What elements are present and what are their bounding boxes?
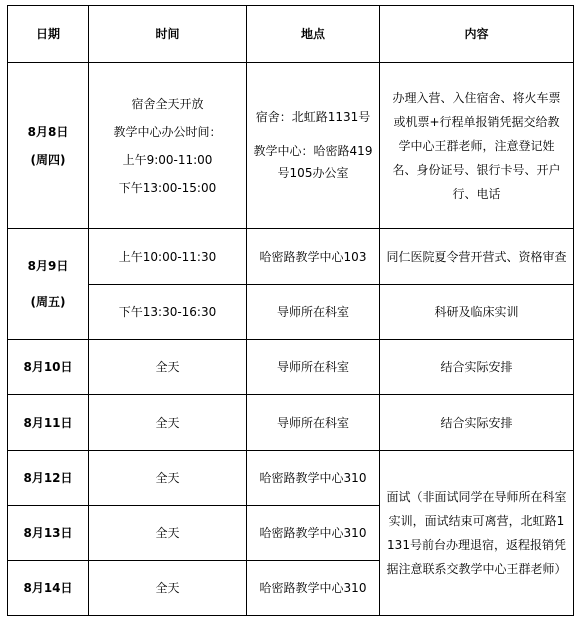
place-cell: 哈密路教学中心103: [247, 229, 380, 285]
time-cell: 全天: [89, 395, 247, 451]
header-date: 日期: [8, 6, 89, 63]
content-cell: [380, 63, 574, 229]
table-row: [8, 285, 574, 340]
content-cell: 结合实际安排: [380, 340, 574, 395]
date-text: 8月8日: [27, 124, 69, 139]
date-cell: [8, 63, 89, 229]
place-cell: [247, 63, 380, 229]
date-cell: 8月14日: [8, 561, 89, 616]
time-cell: 全天: [89, 506, 247, 561]
date-cell: 8月12日: [8, 451, 89, 506]
header-place: 地点: [247, 6, 380, 63]
time-cell: 全天: [89, 340, 247, 395]
table-row: [8, 395, 574, 451]
date-cell: 8月13日: [8, 506, 89, 561]
time-cell: 上午10:00-11:30: [89, 229, 247, 285]
time-line: 下午13:00-15:00: [118, 180, 217, 195]
time-cell: [89, 63, 247, 229]
table-row: [8, 63, 574, 229]
weekday-text: (周五): [30, 295, 66, 309]
header-time: 时间: [89, 6, 247, 63]
table-row: [8, 340, 574, 395]
date-cell: [8, 229, 89, 340]
time-cell: 全天: [89, 451, 247, 506]
header-content: 内容: [380, 6, 574, 63]
table-row: [8, 229, 574, 285]
place-cell: 导师所在科室: [247, 395, 380, 451]
header-row: [8, 6, 574, 63]
schedule-table: [7, 5, 574, 616]
content-cell: 同仁医院夏令营开营式、资格审查: [380, 229, 574, 285]
content-text: 面试（非面试同学在导师所在科室实训，面试结束可离营，北虹路1131号前台办理退宿，返程报销凭据注意联系交教学中心王群老师）: [386, 490, 567, 576]
place-cell: 哈密路教学中心310: [247, 506, 380, 561]
date-cell: 8月11日: [8, 395, 89, 451]
place-cell: 导师所在科室: [247, 285, 380, 340]
content-cell: 结合实际安排: [380, 395, 574, 451]
place-cell: 导师所在科室: [247, 340, 380, 395]
place-cell: 哈密路教学中心310: [247, 561, 380, 616]
place-line: 教学中心：哈密路419号105办公室: [253, 143, 373, 180]
content-text: 办理入营、入住宿舍、将火车票或机票+行程单报销凭据交给教学中心王群老师，注意登记姓名、身份证号、银行卡号、开户行、电话: [392, 90, 561, 201]
time-cell: 全天: [89, 561, 247, 616]
date-text: 8月9日: [27, 259, 69, 273]
place-line: 宿舍：北虹路1131号: [255, 109, 371, 124]
time-line: 上午9:00-11:00: [122, 152, 213, 167]
time-line: 教学中心办公时间：: [113, 124, 222, 139]
date-cell: 8月10日: [8, 340, 89, 395]
table-row: [8, 451, 574, 506]
place-cell: 哈密路教学中心310: [247, 451, 380, 506]
time-line: 宿舍全天开放: [131, 96, 204, 111]
weekday-text: (周四): [30, 152, 66, 167]
content-cell: 科研及临床实训: [380, 285, 574, 340]
content-cell: [380, 451, 574, 616]
time-cell: 下午13:30-16:30: [89, 285, 247, 340]
